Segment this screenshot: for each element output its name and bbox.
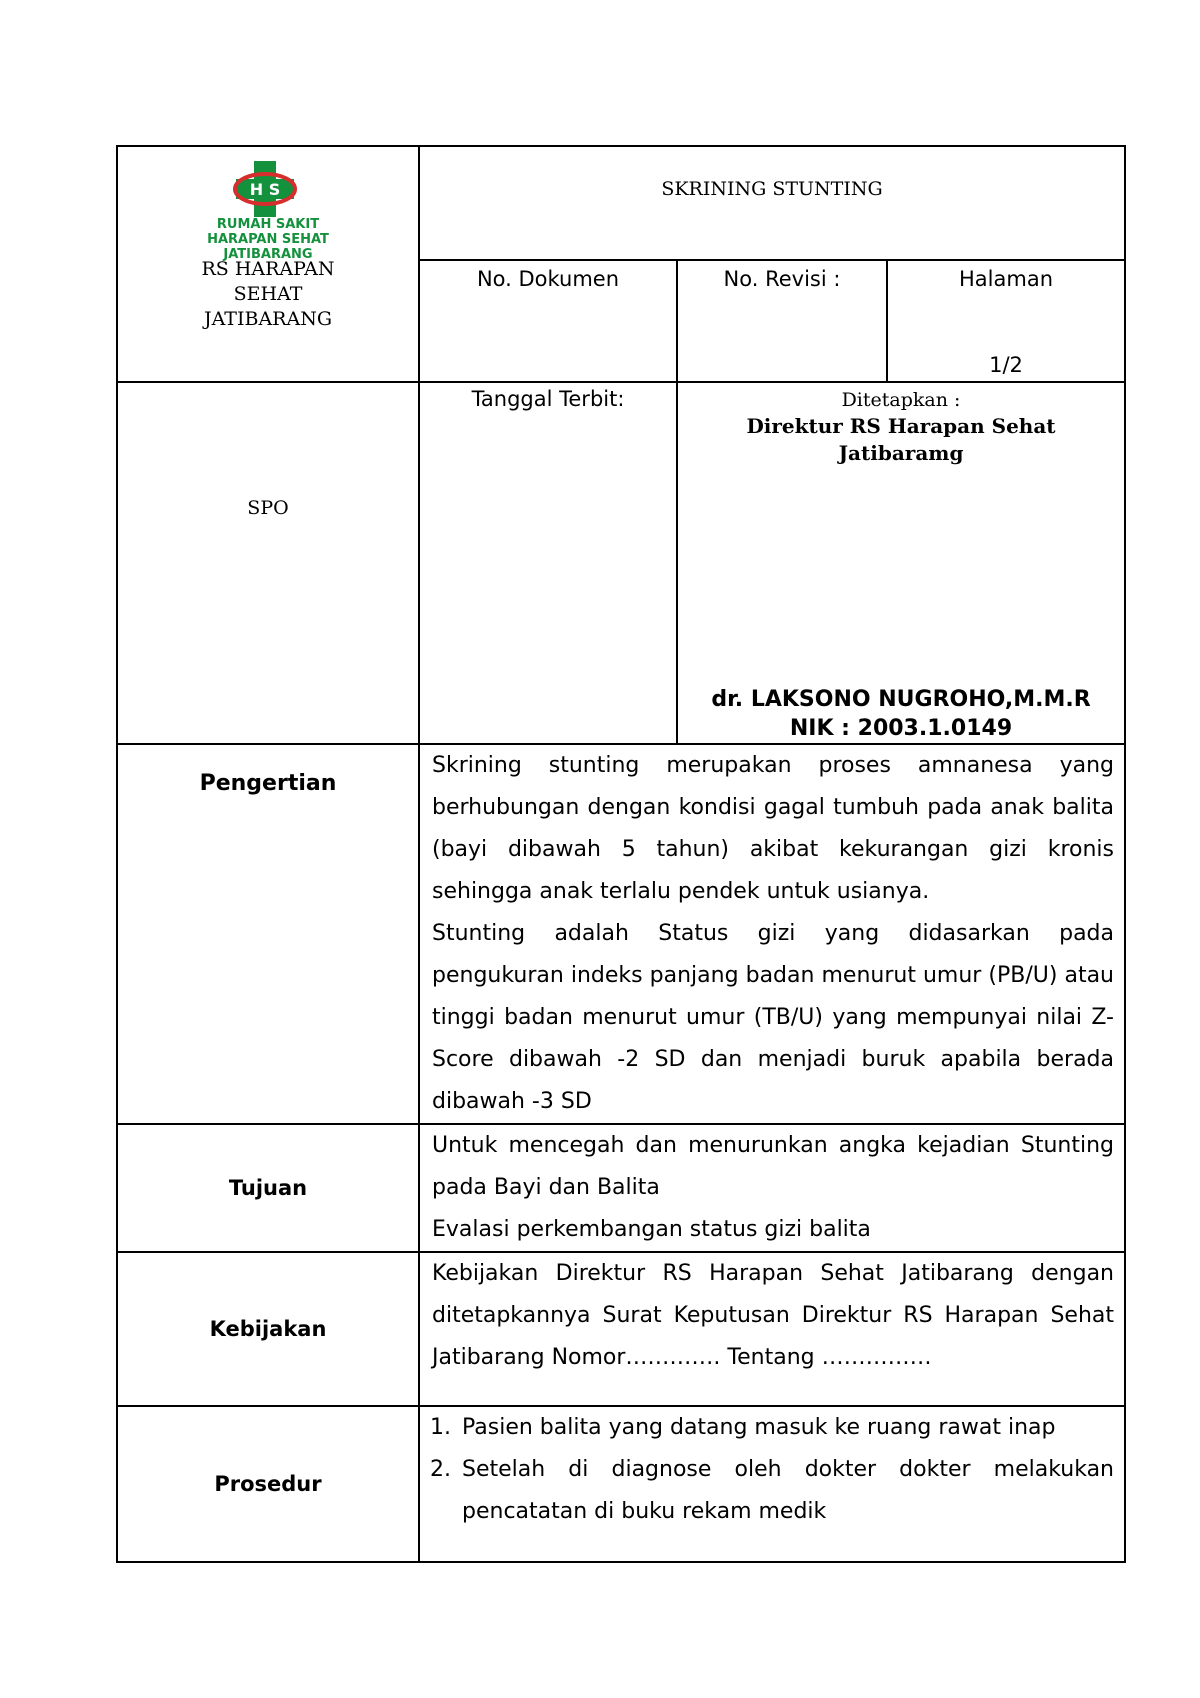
prosedur-content: [419, 1406, 1125, 1562]
pengertian-paragraph-1: Skrining stunting merupakan proses amnanesa yang berhubungan dengan kondisi gagal tumbuh pada anak balita (bayi dibawah 5 tahun) akibat kekurangan gizi kronis sehingga anak terlalu pendek untuk usianya.: [432, 753, 1114, 904]
prosedur-label: Prosedur: [117, 1406, 419, 1562]
document-title: SKRINING STUNTING: [419, 146, 1125, 260]
halaman-label: Halaman: [959, 267, 1053, 291]
signature-block: [678, 685, 1124, 743]
hospital-name-line-2: SEHAT: [233, 283, 303, 305]
spo-label: SPO: [117, 382, 419, 744]
kebijakan-content: [419, 1252, 1125, 1406]
logo-line-3: JATIBARANG: [223, 247, 313, 262]
halaman-cell: [887, 260, 1125, 382]
hospital-logo-cell: [117, 146, 419, 382]
tujuan-paragraph-2: Evalasi perkembangan status gizi balita: [432, 1217, 871, 1242]
hospital-name: [118, 257, 418, 332]
tanggal-terbit-label: Tanggal Terbit:: [419, 382, 677, 744]
pengertian-paragraph-2: Stunting adalah Status gizi yang didasarkan pada pengukuran indeks panjang badan menurut umur (PB/U) atau tinggi badan menurut umur (TB/U) yang mempunyai nilai Z-Score dibawah -2 SD dan menjadi buruk apabila berada dibawah -3 SD: [432, 921, 1114, 1114]
svg-text:H S: H S: [249, 180, 281, 199]
signatory-name: dr. LAKSONO NUGROHO,M.M.R: [711, 687, 1091, 712]
spo-document-table: [116, 145, 1126, 1563]
ditetapkan-cell: [677, 382, 1125, 744]
ditetapkan-label: Ditetapkan :: [841, 389, 961, 411]
tujuan-paragraph-1: Untuk mencegah dan menurunkan angka kejadian Stunting pada Bayi dan Balita: [432, 1133, 1114, 1200]
tujuan-content: [419, 1124, 1125, 1252]
prosedur-step-2: 2. Setelah di diagnose oleh dokter dokter melakukan pencatatan di buku rekam medik: [458, 1449, 1114, 1533]
logo-line-2: HARAPAN SEHAT: [207, 232, 329, 247]
hospital-name-line-1: RS HARAPAN: [201, 258, 335, 280]
direktur-title: [678, 413, 1124, 467]
hospital-name-line-3: JATIBARANG: [204, 308, 332, 330]
kebijakan-paragraph-1: Kebijakan Direktur RS Harapan Sehat Jatibarang dengan ditetapkannya Surat Keputusan Direktur RS Harapan Sehat Jatibarang Nomor…………. Tentang ……………: [432, 1261, 1114, 1370]
prosedur-step-1: 1. Pasien balita yang datang masuk ke ruang rawat inap: [458, 1407, 1114, 1449]
direktur-line-2: Jatibaramg: [838, 441, 964, 465]
signatory-nik: NIK : 2003.1.0149: [789, 716, 1013, 741]
kebijakan-label: Kebijakan: [117, 1252, 419, 1406]
no-dokumen-label: No. Dokumen: [419, 260, 677, 382]
prosedur-steps: [426, 1407, 1114, 1533]
halaman-value: 1/2: [989, 353, 1023, 377]
pengertian-label: Pengertian: [117, 744, 419, 1124]
no-revisi-label: No. Revisi :: [677, 260, 887, 382]
hospital-logo: [204, 153, 332, 262]
tujuan-label: Tujuan: [117, 1124, 419, 1252]
direktur-line-1: Direktur RS Harapan Sehat: [746, 414, 1056, 438]
pengertian-content: [419, 744, 1125, 1124]
logo-line-1: RUMAH SAKIT: [216, 217, 320, 232]
